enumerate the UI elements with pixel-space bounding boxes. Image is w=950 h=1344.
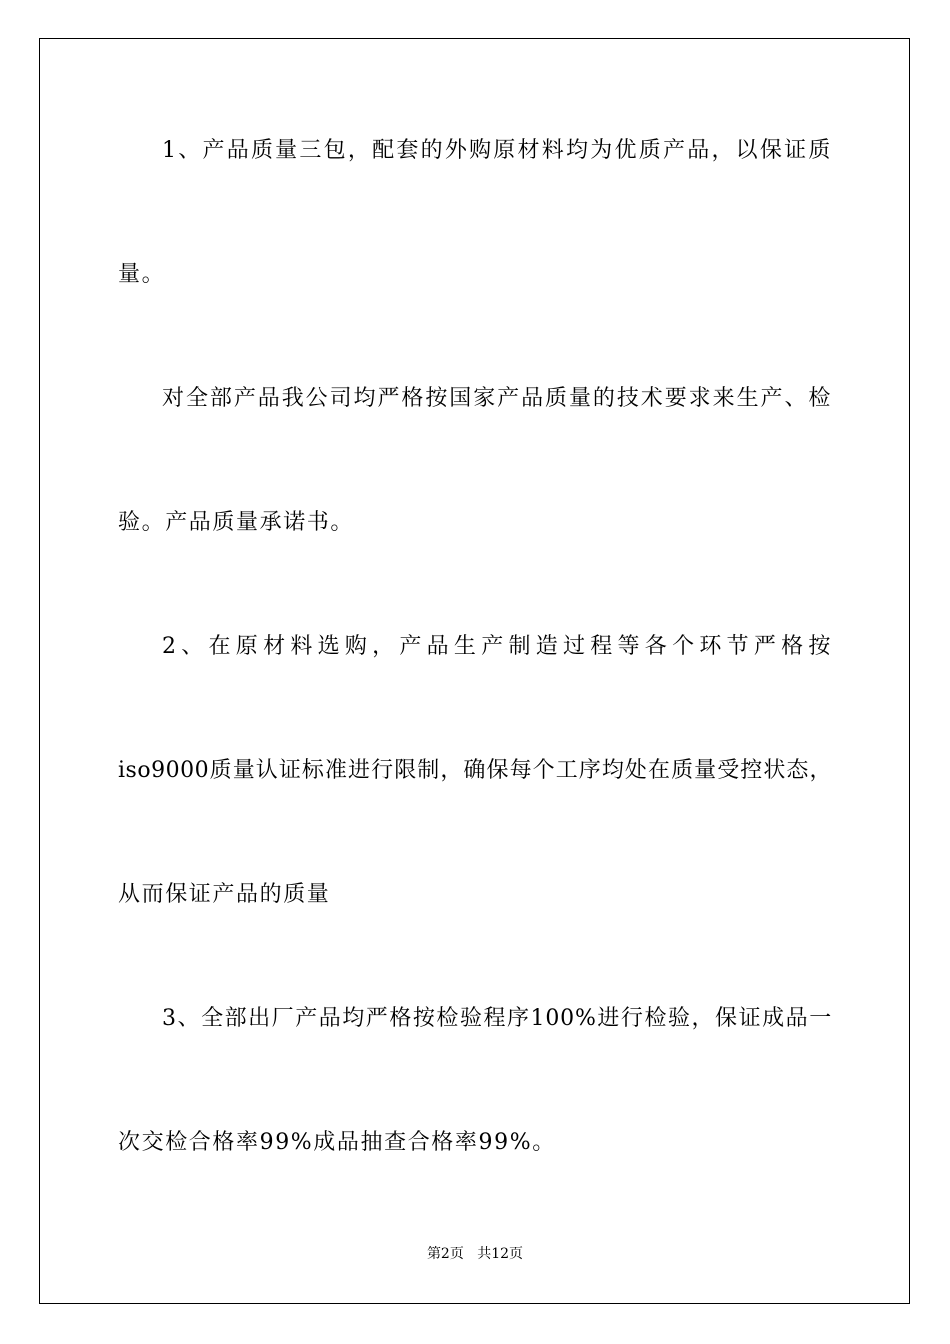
page-border [39,38,910,1304]
paragraph-1-line-2: 量。 [118,262,166,287]
page-number: 第2页 [426,1246,464,1262]
paragraph-4-line-2: 次交检合格率99%成品抽查合格率99%。 [118,1130,556,1155]
paragraph-2-line-2: 验。产品质量承诺书。 [118,510,355,535]
paragraph-3-line-3: 从而保证产品的质量 [118,882,331,907]
paragraph-3-line-2: iso9000质量认证标准进行限制，确保每个工序均处在质量受控状态， [118,758,832,783]
paragraph-3-line-1: 2、在原材料选购，产品生产制造过程等各个环节严格按 [162,634,832,659]
paragraph-2-line-1: 对全部产品我公司均严格按国家产品质量的技术要求来生产、检 [162,386,832,411]
paragraph-4-line-1: 3、全部出厂产品均严格按检验程序100%进行检验，保证成品一 [162,1006,832,1031]
page-footer [0,1245,950,1263]
paragraph-1-line-1: 1、产品质量三包，配套的外购原材料均为优质产品，以保证质 [162,138,832,163]
page-total: 共12页 [477,1246,524,1262]
